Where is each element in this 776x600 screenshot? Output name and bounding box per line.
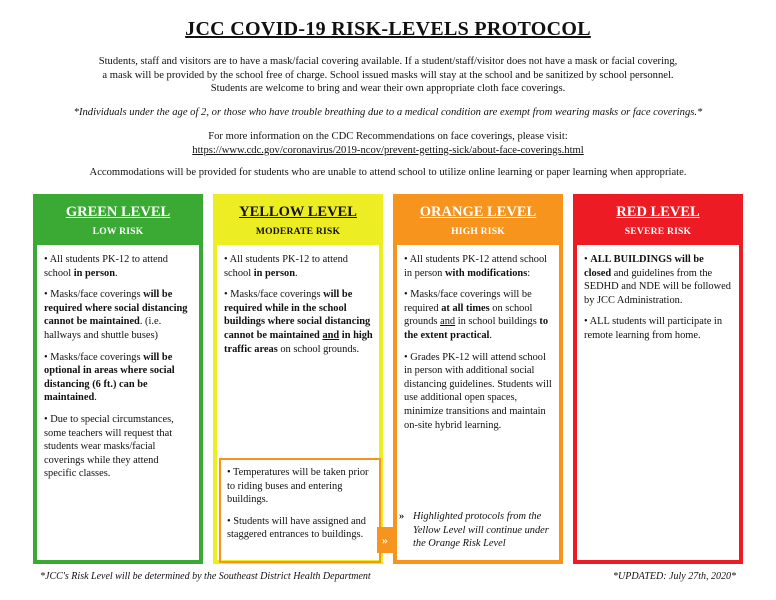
bullet: • Due to special circumstances, some teachers will request that students wear masks/facial coverings while they attend specific classes.	[44, 413, 174, 480]
footer-note: *JCC's Risk Level will be determined by the Southeast District Health Department	[40, 571, 371, 582]
bullet: • ALL BUILDINGS will be closed and guidelines from the SEDHD and NDE will be followed by JCC Administration.	[584, 254, 731, 306]
bullet: • Students will have assigned and staggered entrances to buildings.	[227, 515, 366, 541]
chevron-right-icon: »	[399, 511, 405, 522]
intro-line: a mask will be provided by the school free of charge. School issued masks will stay at the school and be sanitized by school personnel.	[102, 69, 674, 81]
exemption-note: *Individuals under the age of 2, or those who have trouble breathing due to a medical condition are exempt from wearing masks or face coverings.*	[73, 107, 703, 118]
risk-label: LOW RISK	[92, 226, 144, 237]
risk-label: MODERATE RISK	[255, 226, 341, 237]
intro-line: Students, staff and visitors are to have a mask/facial covering available. If a student/staff/visitor does not have a mask or facial covering,	[98, 56, 678, 67]
red-level-body	[577, 245, 739, 560]
level-name: YELLOW LEVEL	[239, 204, 357, 220]
level-name: RED LEVEL	[616, 204, 700, 220]
level-name: GREEN LEVEL	[65, 204, 171, 220]
green-level-header	[37, 198, 199, 245]
bullet: • Masks/face coverings will be required where social distancing cannot be maintained. (i.e. hallways and shuttle buses)	[44, 289, 188, 341]
cdc-link[interactable]: https://www.cdc.gov/coronavirus/2019-ncov/prevent-getting-sick/about-face-coverings.html	[192, 144, 584, 156]
bullet: • Temperatures will be taken prior to riding buses and entering buildings.	[227, 467, 369, 506]
bullet: • All students PK-12 to attend school in person.	[44, 254, 168, 279]
yellow-level-column	[213, 194, 383, 564]
bullet: • All students PK-12 to attend school in person.	[224, 254, 348, 279]
orange-level-header	[397, 198, 559, 245]
page-title: JCC COVID-19 RISK-LEVELS PROTOCOL	[185, 18, 591, 40]
bullet: • Masks/face coverings will be required at all times on school grounds and in school buildings to the extent practical.	[404, 289, 549, 341]
bullet: • Masks/face coverings will be optional in areas where social distancing (6 ft.) can be maintained.	[44, 351, 175, 404]
cdc-info	[30, 130, 746, 157]
continuation-note	[399, 510, 559, 551]
green-level-column	[33, 194, 203, 564]
updated-date: *UPDATED: July 27th, 2020*	[613, 571, 736, 582]
note-text: Highlighted protocols from the Yellow Level will continue under the Orange Risk Level	[413, 511, 549, 550]
yellow-level-body	[217, 245, 379, 560]
level-name: ORANGE LEVEL	[419, 204, 537, 220]
red-level-column	[573, 194, 743, 564]
orange-level-body	[397, 245, 559, 560]
risk-label: HIGH RISK	[451, 226, 505, 237]
risk-label: SEVERE RISK	[624, 226, 692, 237]
highlighted-protocols-box	[219, 458, 381, 563]
intro-line: Students are welcome to bring and wear their own appropriate cloth face coverings.	[210, 83, 566, 94]
accommodations-note: Accommodations will be provided for students who are unable to attend school to utilize online learning or paper learning when appropriate.	[89, 167, 687, 178]
intro-paragraph	[30, 55, 746, 96]
bullet: • All students PK-12 attend school in person with modifications:	[404, 254, 548, 279]
orange-level-column	[393, 194, 563, 564]
cdc-text: For more information on the CDC Recommendations on face coverings, please visit:	[208, 131, 568, 142]
green-level-body	[37, 245, 199, 560]
bullet: • ALL students will participate in remote learning from home.	[584, 316, 723, 341]
bullet: • Grades PK-12 will attend school in person with additional social distancing guidelines. Students will use additional open spaces, minimize transitions and maintain on-site hybrid learning.	[404, 351, 552, 431]
chevron-right-icon: »	[377, 527, 393, 553]
red-level-header	[577, 198, 739, 245]
yellow-level-header	[217, 198, 379, 245]
bullet: • Masks/face coverings will be required while in the school buildings where social distancing cannot be maintained and in high traffic areas on school grounds.	[224, 289, 373, 355]
